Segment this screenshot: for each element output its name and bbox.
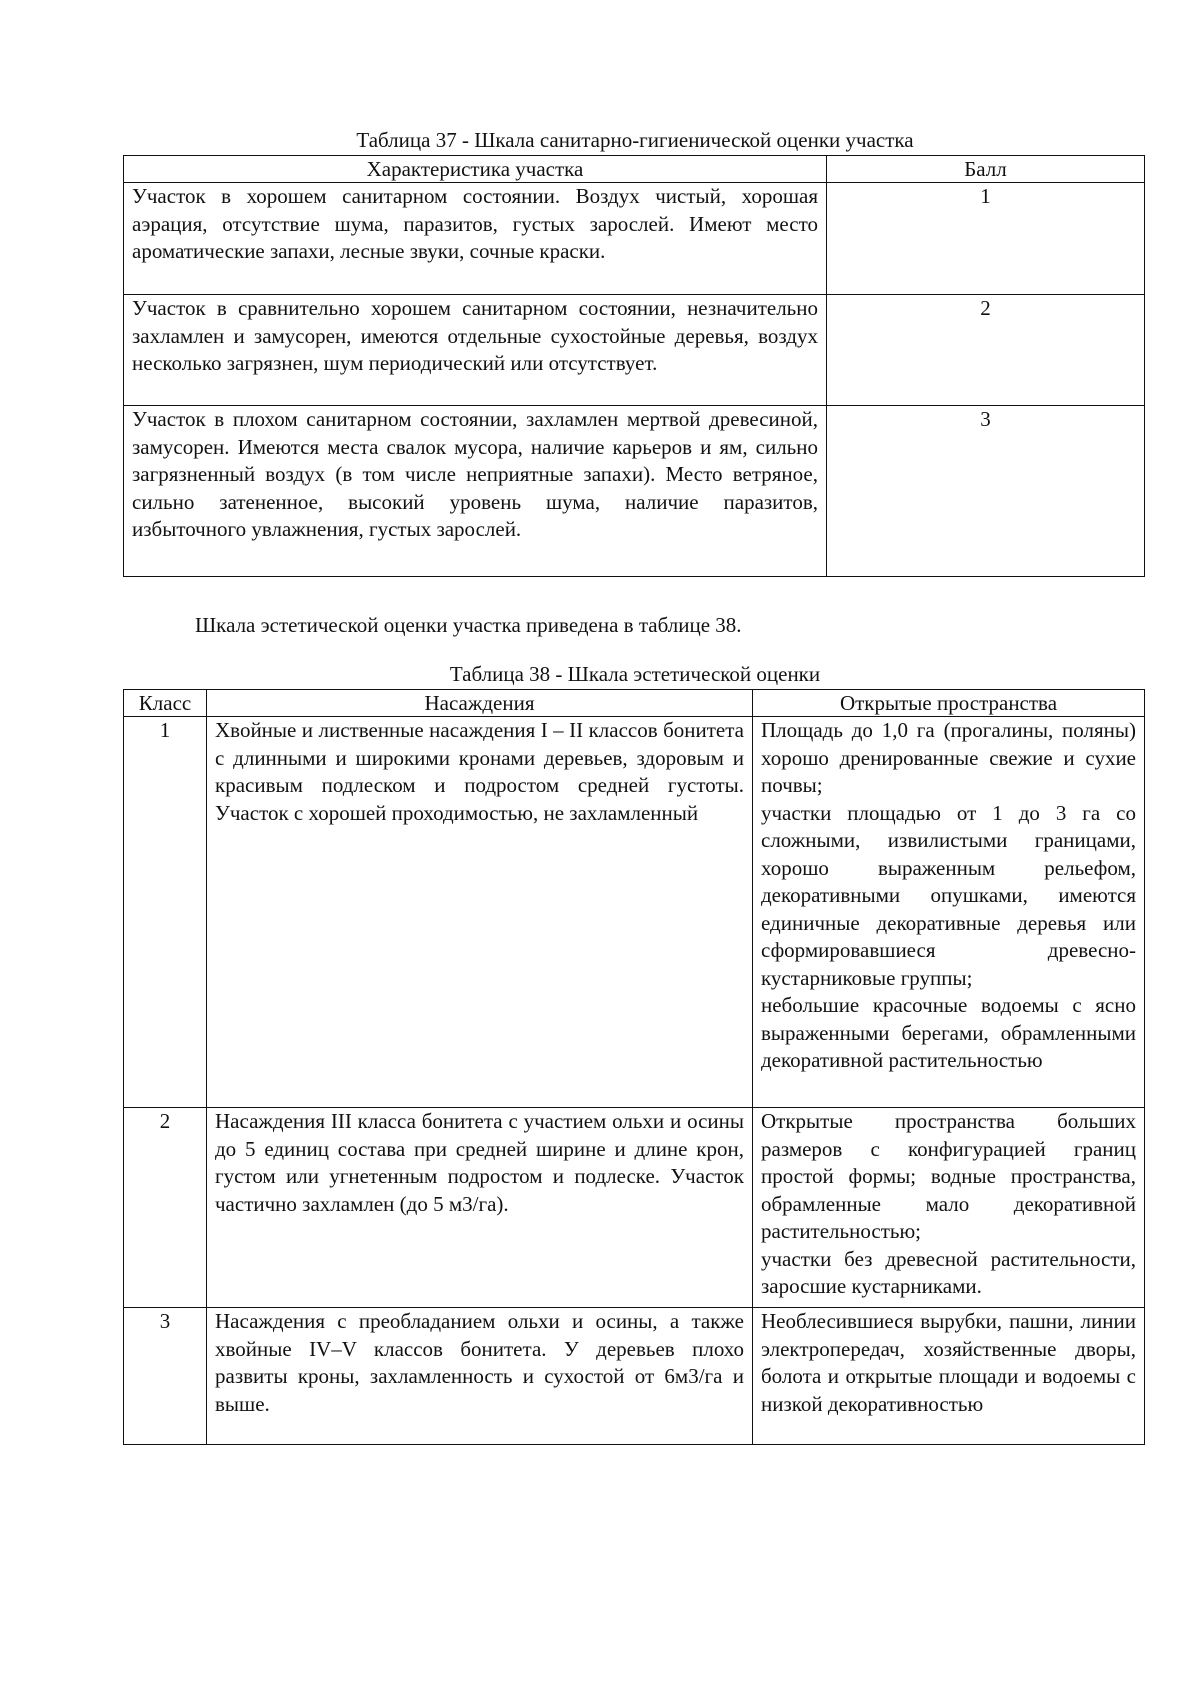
table-38	[123, 689, 1145, 1445]
table-38-header-row	[124, 690, 1145, 717]
class-cell: 2	[124, 1108, 207, 1308]
column-header-characteristic: Характеристика участка	[124, 156, 827, 183]
plantings-cell: Насаждения III класса бонитета с участием ольхи и осины до 5 единиц состава при средней ширине и длине крон, густом или угнетенным подростом и подлеске. Участок частично захламлен (до 5 м3/га).	[207, 1108, 753, 1308]
score-cell: 1	[827, 183, 1145, 295]
score-cell: 3	[827, 406, 1145, 577]
table-row	[124, 183, 1145, 295]
column-header-score: Балл	[827, 156, 1145, 183]
table-37-caption: Таблица 37 - Шкала санитарно-гигиенической оценки участка	[356, 128, 914, 152]
score-cell: 2	[827, 295, 1145, 406]
plantings-cell: Насаждения с преобладанием ольхи и осины, а также хвойные IV–V классов бонитета. У деревьев плохо развиты кроны, захламленность и сухостой от 6м3/га и выше.	[207, 1308, 753, 1445]
class-cell: 1	[124, 717, 207, 1108]
table-37-header-row	[124, 156, 1145, 183]
open-spaces-cell: Площадь до 1,0 га (прогалины, поляны) хорошо дренированные свежие и сухие почвы; участки площадью от 1 до 3 га со сложными, извилистыми границами, хорошо выраженным рельефом, декоративными опушками, имеются единичные декоративные деревья или сформировавшиеся древесно-кустарниковые группы; небольшие красочные водоемы с ясно выраженными берегами, обрамленными декоративной растительностью	[753, 717, 1145, 1108]
table-row	[124, 295, 1145, 406]
table-38-caption: Таблица 38 - Шкала эстетической оценки	[449, 662, 821, 686]
table-37	[123, 155, 1145, 577]
characteristic-cell: Участок в сравнительно хорошем санитарном состоянии, незначительно захламлен и замусорен, имеются отдельные сухостойные деревья, воздух несколько загрязнен, шум периодический или отсутствует.	[124, 295, 827, 406]
table-row	[124, 1308, 1145, 1445]
table-row	[124, 717, 1145, 1108]
column-header-open-spaces: Открытые пространства	[753, 690, 1145, 717]
table-row	[124, 406, 1145, 577]
table-row	[124, 1108, 1145, 1308]
plantings-cell: Хвойные и лиственные насаждения I – II классов бонитета с длинными и широкими кронами деревьев, здоровым и красивым подлеском и подростом средней густоты. Участок с хорошей проходимостью, не захламленный	[207, 717, 753, 1108]
characteristic-cell: Участок в плохом санитарном состоянии, захламлен мертвой древесиной, замусорен. Имеются места свалок мусора, наличие карьеров и ям, сильно загрязненный воздух (в том числе неприятные запахи). Место ветряное, сильно затененное, высокий уровень шума, наличие паразитов, избыточного увлажнения, густых зарослей.	[124, 406, 827, 577]
open-spaces-cell: Открытые пространства больших размеров с конфигурацией границ простой формы; водные пространства, обрамленные мало декоративной растительностью; участки без древесной растительности, заросшие кустарниками.	[753, 1108, 1145, 1308]
open-spaces-cell: Необлесившиеся вырубки, пашни, линии электропередач, хозяйственные дворы, болота и открытые площади и водоемы с низкой декоративностью	[753, 1308, 1145, 1445]
column-header-plantings: Насаждения	[207, 690, 753, 717]
body-paragraph: Шкала эстетической оценки участка приведена в таблице 38.	[195, 613, 742, 637]
column-header-class: Класс	[124, 690, 207, 717]
class-cell: 3	[124, 1308, 207, 1445]
characteristic-cell: Участок в хорошем санитарном состоянии. Воздух чистый, хорошая аэрация, отсутствие шума, паразитов, густых зарослей. Имеют место ароматические запахи, лесные звуки, сочные краски.	[124, 183, 827, 295]
